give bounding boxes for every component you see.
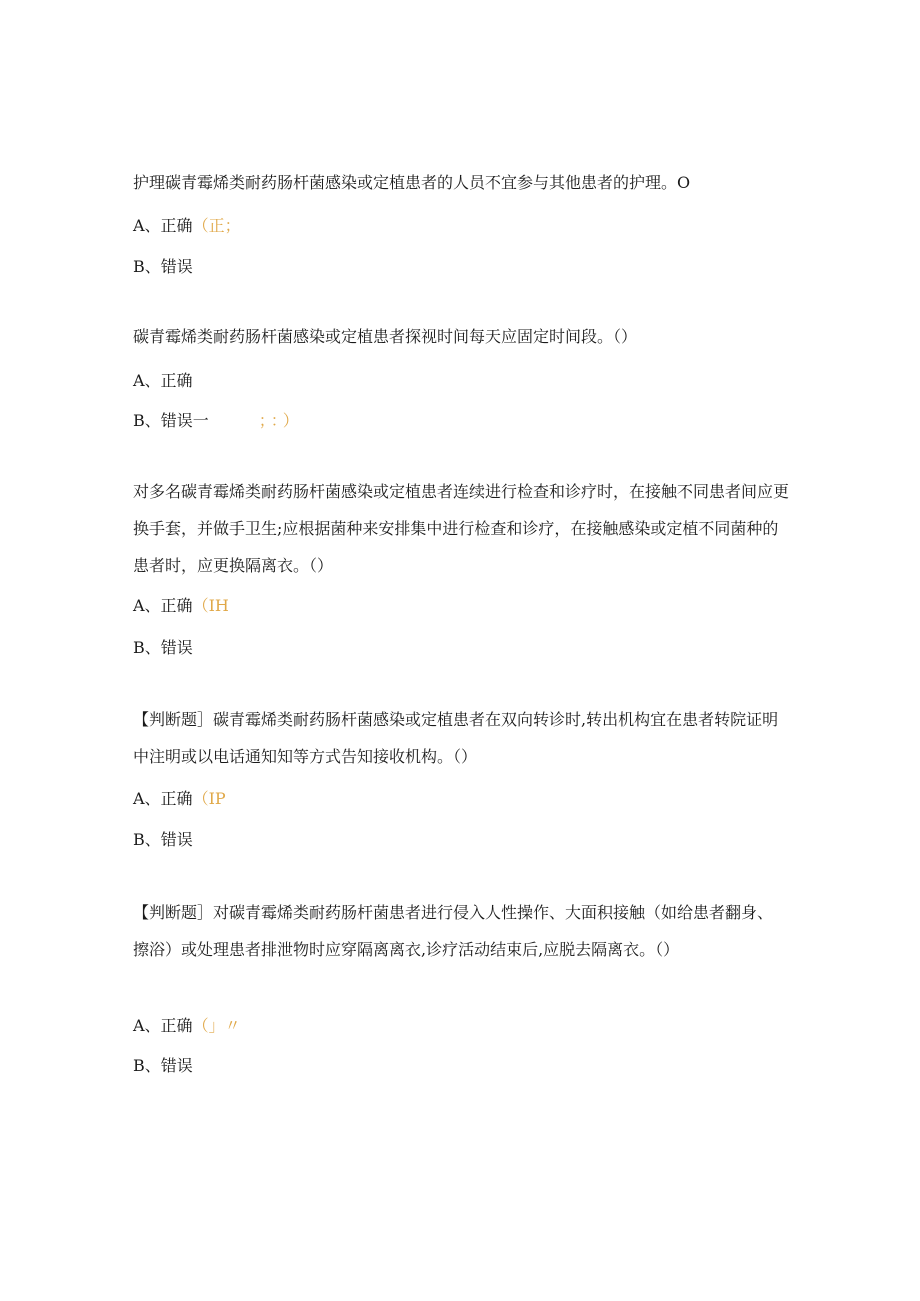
question-4-option-a (133, 789, 226, 809)
question-3-option-b (133, 638, 193, 658)
option-label: B、错误 (133, 830, 193, 849)
option-label: A、正确 (133, 216, 193, 235)
question-4-option-b (133, 830, 193, 850)
question-1-text: 护理碳青霉烯类耐药肠杆菌感染或定植患者的人员不宜参与其他患者的护理。O (133, 173, 691, 192)
question-1-option-b (133, 257, 193, 277)
question-2-option-a (133, 371, 193, 391)
question-5-text: 【判断题］对碳青霉烯类耐药肠杆菌患者进行侵入人性操作、大面积接触（如给患者翻身、擦浴）或处理患者排泄物时应穿隔离离衣,诊疗活动结束后,应脱去隔离衣。（） (133, 903, 774, 959)
question-2-option-b (133, 411, 303, 431)
option-label: B、错误 (133, 1056, 193, 1075)
handwritten-mark: （IH (192, 596, 229, 615)
option-label: B、错误 (133, 257, 193, 276)
option-label: B、错误 (133, 638, 193, 657)
handwritten-mark: ；：） (258, 411, 303, 430)
handwritten-mark: （IP (192, 789, 226, 808)
question-3-text: 对多名碳青霉烯类耐药肠杆菌感染或定植患者连续进行检查和诊疗时，在接触不同患者间应更换手套，并做手卫生;应根据菌种来安排集中进行检查和诊疗，在接触感染或定植不同菌种的患者时，应更换隔离衣。（） (133, 482, 790, 575)
option-label: A、正确 (133, 1016, 193, 1035)
question-3-option-a (133, 596, 229, 616)
question-4-text: 【判断题］碳青霉烯类耐药肠杆菌感染或定植患者在双向转诊时,转出机构宜在患者转院证明中注明或以电话通知知等方式告知接收机构。（） (133, 710, 779, 766)
question-5-option-b (133, 1056, 193, 1076)
question-2-text: 碳青霉烯类耐药肠杆菌感染或定植患者探视时间每天应固定时间段。（） (133, 327, 638, 346)
option-label: B、错误一 (133, 411, 209, 430)
question-1-option-a (133, 216, 241, 236)
option-label: A、正确 (133, 789, 193, 808)
option-label: A、正确 (133, 371, 193, 390)
handwritten-mark: （正； (192, 216, 241, 235)
question-5-option-a (133, 1016, 241, 1036)
option-label: A、正确 (133, 596, 193, 615)
handwritten-mark: （」〃 (192, 1016, 241, 1035)
